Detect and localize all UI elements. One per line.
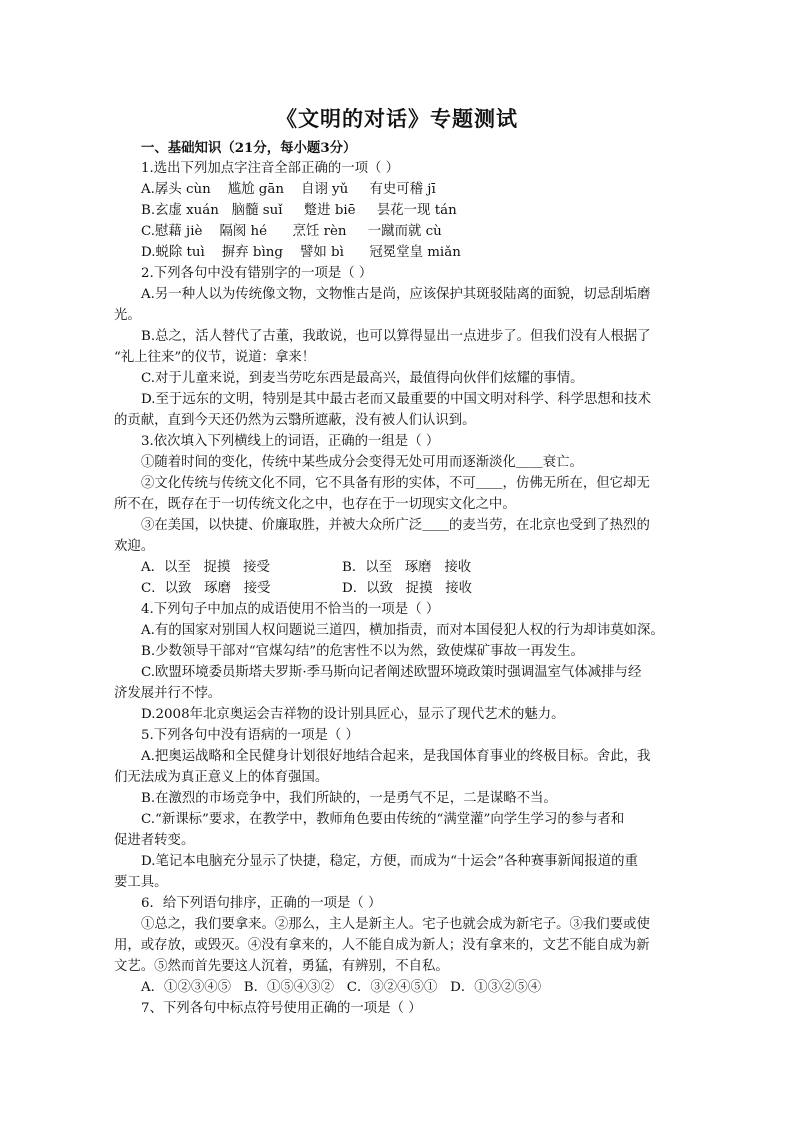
question-1-option-c: C.慰藉 jiè 隔阂 hé 烹饪 rèn 一蹴而就 cù (141, 224, 442, 239)
question-2-option-b-line2: “礼上往来”的仪节，说道：拿来！ (114, 350, 316, 365)
question-5-option-d-line2: 要工具。 (114, 875, 168, 890)
question-3-sentence-3-line1: ③在美国，以快捷、价廉取胜，并被大众所广泛＿＿的麦当劳，在北京也受到了热烈的 (141, 518, 650, 533)
page-title: 《文明的对话》专题测试 (276, 106, 518, 131)
question-6-passage-line2: 用，或存放，或毁灭。④没有拿来的，人不能自成为新人；没有拿来的，文艺不能自成为新 (114, 938, 650, 953)
question-4-option-a: A.有的国家对别国人权问题说三道四，横加指责，而对本国侵犯人权的行为却讳莫如深。 (141, 623, 664, 638)
question-6-stem: 6．给下列语句排序，正确的一项是（ ） (141, 896, 382, 911)
question-2-option-d-line2: 的贡献，直到今天还仍然为云翳所遮蔽，没有被人们认识到。 (114, 413, 476, 428)
question-4-option-b: B.少数领导干部对“官煤勾结”的危害性不以为然，致使煤矿事故一再发生。 (141, 644, 584, 659)
question-2-option-b-line1: B.总之，活人替代了古董，我敢说，也可以算得显出一点进步了。但我们没有人根据了 (141, 329, 651, 344)
question-6-passage-line3: 文艺。⑤然而首先要这人沉着，勇猛，有辨别，不自私。 (114, 959, 449, 974)
question-2-option-a-line2: 光。 (114, 308, 141, 323)
question-3-option-a: A．以至 捉摸 接受 (141, 560, 270, 575)
question-5-stem: 5.下列各句中没有语病的一项是（ ） (141, 728, 359, 743)
question-3-stem: 3.依次填入下列横线上的词语，正确的一组是（ ） (141, 434, 440, 449)
question-6-options: A．①②③④⑤ B．①⑤④③② C．③②④⑤① D．①③②⑤④ (141, 980, 542, 995)
question-2-option-d-line1: D.至于远东的文明，特别是其中最古老而又最重要的中国文明对科学、科学思想和技术 (141, 392, 651, 407)
question-6-passage-line1: ①总之，我们要拿来。②那么，主人是新主人。宅子也就会成为新宅子。③我们要或使 (141, 917, 650, 932)
question-5-option-c-line2: 促进者转变。 (114, 833, 195, 848)
question-3-sentence-1: ①随着时间的变化，传统中某些成分会变得无处可用而逐渐淡化＿＿衰亡。 (141, 455, 583, 470)
question-5-option-d-line1: D.笔记本电脑充分显示了快捷，稳定，方便，而成为“十运会”各种赛事新闻报道的重 (141, 854, 638, 869)
question-5-option-c-line1: C.“新课标”要求，在教学中，教师角色要由传统的“满堂灌”向学生学习的参与者和 (141, 812, 625, 827)
question-3-sentence-2-line2: 所不在，既存在于一切传统文化之中，也存在于一切现实文化之中。 (114, 497, 516, 512)
question-3-option-c: C．以致 琢磨 接受 (141, 581, 271, 596)
question-7-stem: 7、下列各句中标点符号使用正确的一项是（ ） (141, 1001, 422, 1016)
question-5-option-a-line2: 们无法成为真正意义上的体育强国。 (114, 770, 329, 785)
question-1-option-d: D.蜕除 tuì 摒弃 bìng 譬如 bì 冠冕堂皇 miǎn (141, 245, 461, 260)
question-2-option-c: C.对于儿童来说，到麦当劳吃东西是最高兴，最值得向伙伴们炫耀的事情。 (141, 371, 584, 386)
question-3-sentence-3-line2: 欢迎。 (114, 539, 155, 554)
question-4-option-d: D.2008年北京奥运会吉祥物的设计别具匠心，显示了现代艺术的魅力。 (141, 707, 565, 722)
question-5-option-b: B.在激烈的市场竞争中，我们所缺的，一是勇气不足，二是谋略不当。 (141, 791, 557, 806)
question-4-option-c-line1: C.欧盟环境委员斯塔夫罗斯·季马斯向记者阐述欧盟环境政策时强调温室气体减排与经 (141, 665, 642, 680)
question-1-option-b: B.玄虚 xuán 脑髓 suǐ 蹩进 biē 昙花一现 tán (141, 203, 457, 218)
question-1-option-a: A.孱头 cùn 尴尬 gān 自诩 yǔ 有史可稽 jī (141, 182, 436, 197)
question-3-sentence-2-line1: ②文化传统与传统文化不同，它不具备有形的实体，不可＿＿，仿佛无所在，但它却无 (141, 476, 650, 491)
question-2-stem: 2.下列各句中没有错别字的一项是（ ） (141, 266, 373, 281)
question-2-option-a-line1: A.另一种人以为传统像文物，文物惟古是尚，应该保护其斑驳陆离的面貌，切忌刮垢磨 (141, 287, 651, 302)
section-heading: 一、基础知识（21分，每小题3分） (141, 140, 357, 156)
question-1-stem: 1.选出下列加点字注音全部正确的一项（ ） (141, 161, 400, 176)
question-3-option-b: B．以至 琢磨 接收 (342, 560, 472, 575)
question-4-option-c-line2: 济发展并行不悖。 (114, 686, 222, 701)
question-4-stem: 4.下列句子中加点的成语使用不恰当的一项是（ ） (141, 602, 440, 617)
question-5-option-a-line1: A.把奥运战略和全民健身计划很好地结合起来，是我国体育事业的终极目标。舍此，我 (141, 749, 651, 764)
question-3-option-d: D．以致 捉摸 接收 (342, 581, 473, 596)
